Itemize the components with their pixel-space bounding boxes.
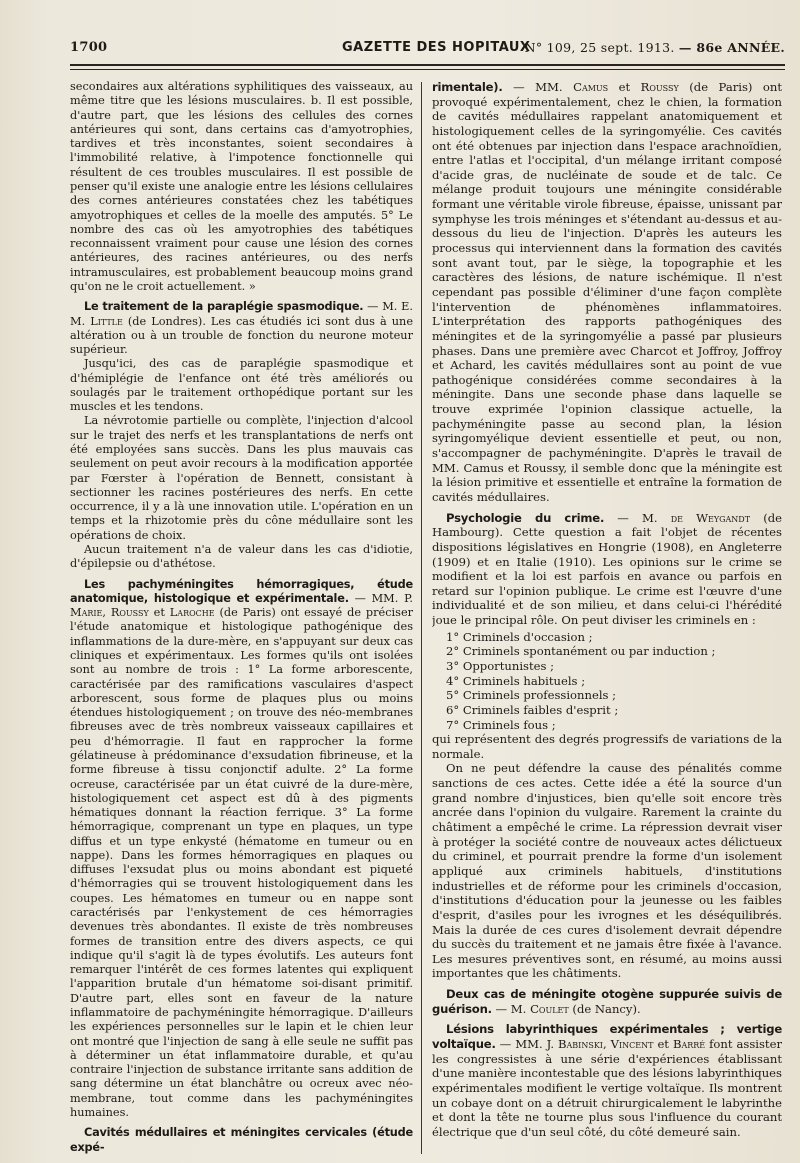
right-column: [432, 80, 782, 1158]
section-paraplegie: Le traitement de la paraplégie spasmodique. — M. E. M. Little (de Londres). Les cas étudiés ici sont dus à une altération ou à un trouble de fonction du neurone moteur supérieur.: [70, 300, 413, 357]
list-item: 4° Criminels habituels ;: [446, 673, 586, 688]
paragraph: Jusqu'ici, des cas de paraplégie spasmodique et d'hémiplégie de l'enfance ont été très améliorés ou soulagés par le traitement orthopédique portant sur les muscles et les tendons.: [70, 357, 413, 414]
author-name: Vincent: [610, 1037, 654, 1051]
paragraph: On ne peut défendre la cause des pénalités comme sanctions de ces actes. Cette idée a été la source d'un grand nombre d'injustices, bien qu'elle soit encore très ancrée dans l'opinion du vulgaire. Rarement la crainte du châtiment a empêché le crime. La répression devrait viser à protéger la société contre de nouveaux actes délictueux du criminel, et pourrait prendre la forme d'un isolement appliqué aux criminels habituels, d'institutions industrielles et de réforme pour les criminels d'occasion, d'institutions d'éducation pour la jeunesse ou les faibles d'esprit, d'asiles pour les ivrognes et les déséquilibrés. Mais la durée de ces cures d'isolement devrait dépendre du succès du traitement et ne jamais être fixée à l'avance. Les mesures préventives sont, en résumé, au moins aussi importantes que les châtiments.: [432, 761, 782, 981]
section-title: Psychologie du crime.: [446, 510, 605, 525]
section-title: Deux cas de méningite otogène suppurée suivis de guérison.: [432, 987, 782, 1016]
section-cavites-cont: rimentale). — MM. Camus et Roussy (de Paris) ont provoqué expérimentalement, chez le chien, la formation de cavités médullaires rappelant anatomiquement et histologiquement celles de la syringomyélie. Ces cavités ont été obtenues par injection dans l'espace arachnoïdien, entre l'atlas et l'occipital, d'un mélange irritant composé d'acide gras, de nucléinate de soude et de talc. Ce mélange produit toujours une méningite considérable formant une véritable virole fibreuse, épaisse, unissant par symphyse les trois méninges et s'étendant au-dessus et au-dessous du lieu de l'injection. D'après les auteurs les processus qui interviennent dans la formation des cavités sont avant tout, par le siège, la topographie et les caractères des lésions, de nature ischémique. Il n'est cependant pas possible d'éliminer d'une façon complète l'intervention de phénomènes inflammatoires. L'interprétation des rapports pathogéniques des méningites et de la syringomyélie a passé par plusieurs phases. Dans une première avec Charcot et Joffroy, Joffroy et Achard, les cavités médullaires sont au point de vue pathogénique considérées comme secondaires à la méningite. Dans une seconde phase dans laquelle se trouve exprimée l'opinion classique actuelle, la pachyméningite passe au second plan, la lésion syringomyélique devient essentielle et peut, ou non, s'accompagner de pachyméningite. D'après le travail de MM. Camus et Roussy, il semble donc que la méningite est la lésion primitive et essentielle et entraîne la formation de cavités médullaires.: [432, 80, 782, 504]
author-name: Little: [90, 314, 123, 328]
section-title: Le traitement de la paraplégie spasmodique.: [84, 300, 364, 314]
paragraph: qui représentent des degrés progressifs de variations de la normale.: [432, 732, 782, 761]
list-item: 1° Criminels d'occasion ;: [446, 629, 593, 644]
author-name: Roussy: [110, 606, 149, 620]
author-name: Coulet: [530, 1001, 569, 1016]
section-meningite-otogene: Deux cas de méningite otogène suppurée suivis de guérison. — M. Coulet (de Nancy).: [432, 987, 782, 1016]
section-title: Lésions labyrinthiques expérimentales ; vertige voltaïque.: [432, 1022, 782, 1051]
journal-title: GAZETTE DES HOPITAUX: [342, 40, 531, 55]
intro-paragraph: secondaires aux altérations syphilitiques des vaisseaux, au même titre que les lésions musculaires. b. Il est possible, d'autre part, que les lésions des cellules des cornes antérieures qui sont, dans certains cas d'amyotrophies, tardives et très inconstantes, soient secondaires à l'immobilité relative, à l'impotence fonctionnelle qui résultent de ces troubles musculaires. Il est possible de penser qu'il existe une analogie entre les lésions cellulaires des cornes antérieures constatées chez les tabétiques amyotrophiques et celles de la moelle des amputés. 5° Le nombre des cas où les amyotrophies des tabétiques reconnaissent vraiment pour cause une lésion des cornes antérieures, des racines antérieures, ou des nerfs intramusculaires, est probablement beaucoup moins grand qu'on ne le croit actuellement. »: [70, 80, 413, 293]
section-lesions-labyrinthiques: Lésions labyrinthiques expérimentales ; vertige voltaïque. — MM. J. Babinski, Vincent et Barré font assister les congressistes à une série d'expériences établissant d'une manière incontestable que des lésions labyrinthiques expérimentales modifient le vertige voltaïque. Ils montrent un cobaye dont on a détruit chirurgicalement le labyrinthe et dont la tête ne tourne plus sous l'influence du courant électrique que d'un seul côté, du côté demeuré sain.: [432, 1022, 782, 1139]
paragraph: Aucun traitement n'a de valeur dans les cas d'idiotie, d'épilepsie ou d'athétose.: [70, 543, 413, 571]
section-psychologie-crime: Psychologie du crime. — M. de Weygandt (de Hambourg). Cette question a fait l'objet de récentes dispositions législatives en Hongrie (1908), en Angleterre (1909) et en Italie (1910). Les opinions sur le crime se modifient et la loi est parfois en avance ou parfois en retard sur l'opinion publique. Le crime est l'œuvre d'une individualité et de son milieu, et dans celui-ci l'hérédité joue le principal rôle. On peut diviser les criminels en :: [432, 510, 782, 628]
section-pachymeningites: Les pachyméningites hémorragiques, étude anatomique, histologique et expérimentale. — MM. P. Marie, Roussy et Laroche (de Paris) ont essayé de préciser l'étude anatomique et histologique pathogénique des inflammations de la dure-mère, en s'appuyant sur deux cas cliniques et expérimentaux. Les formes qu'ils ont isolées sont au nombre de trois : 1° La forme arborescente, caractérisée par des ramifications vasculaires d'aspect arborescent, sous forme de plaques plus ou moins étendues histologiquement ; on trouve des néo-membranes fibreuses avec de très nombreux vaisseaux capillaires et peu d'hémorragie. Il faut en rapprocher la forme gélatineuse à prédominance d'exsudation fibrineuse, et la forme fibreuse à tissu conjonctif adulte. 2° La forme ocreuse, caractérisée par un état cuivré de la dure-mère, histologiquement cet aspect est dû à des pigments hématiques donnant la réaction ferrique. 3° La forme hémorragique, comprenant un type en plaques, un type diffus et un type enkysté (hématome en tumeur ou en nappe). Dans les formes hémorragiques en plaques ou diffuses l'exsudat plus ou moins abondant est piqueté d'hémorragies qui se trouvent histologiquement dans les coupes. Les hématomes en tumeur ou en nappe sont caractérisés par l'enkystement de ces hémorragies devenues très abondantes. Il existe de très nombreuses formes de transition entre des divers aspects, ce qui indique qu'il s'agit là de types évolutifs. Les auteurs font remarquer l'intérêt de ces formes latentes qui expliquent l'apparition brutale d'un hématome soi-disant primitif. D'autre part, elles sont en faveur de la nature inflammatoire de pachyméningite hémorragique. D'ailleurs les expériences personnelles sur le lapin et le chien leur ont montré que l'injection de sang à elle seule ne suffit pas à déterminer un état inflammatoire durable, et qu'au contraire l'injection de substance irritante sans addition de sang détermine un état blanchâtre ou ocreux avec néo-membrane, tout comme dans les pachyméningites humaines.: [70, 577, 413, 1119]
section-title-cont: rimentale).: [432, 80, 503, 94]
issue-number: N° 109, 25 sept. 1913.: [524, 40, 675, 55]
criminal-types-list: [432, 630, 782, 732]
author-name: Camus: [573, 80, 609, 94]
author-name: Laroche: [169, 606, 215, 620]
volume-year: — 86e ANNÉE.: [678, 40, 785, 55]
header-rule-thick: [70, 64, 785, 66]
author-name: Barré: [672, 1037, 706, 1051]
column-divider: [421, 82, 422, 1154]
author-name: de Weygandt: [670, 510, 751, 525]
author-name: Roussy: [640, 80, 679, 94]
section-title: Cavités médullaires et méningites cervicales (étude expé-: [70, 1126, 413, 1154]
paragraph: La névrotomie partielle ou complète, l'injection d'alcool sur le trajet des nerfs et les transplantations de nerfs ont été employées sans succès. Dans les plus mauvais cas seulement on peut avoir recours à la modification apportée par Fœrster à l'opération de Bennett, consistant à sectionner les racines postérieures des nerfs. En cette occurrence, il y a là une innovation utile. L'opération en un temps et la rhizotomie près du cône médullaire sont les opérations de choix.: [70, 414, 413, 542]
list-item: 2° Criminels spontanément ou par induction ;: [446, 644, 716, 659]
issue-info: [525, 40, 785, 55]
page-header: [70, 40, 785, 62]
list-item: 3° Opportunistes ;: [446, 658, 555, 673]
list-item: 7° Criminels fous ;: [446, 717, 556, 732]
list-item: 6° Criminels faibles d'esprit ;: [446, 702, 619, 717]
section-title: Les pachyméningites hémorragiques, étude anatomique, histologique et expérimentale.: [70, 577, 413, 605]
author-name: Babinski: [558, 1037, 603, 1051]
page-number: 1700: [70, 40, 108, 55]
list-item: 5° Criminels professionnels ;: [446, 688, 617, 703]
header-rule-thin: [70, 69, 785, 70]
left-column: [70, 80, 413, 1158]
section-cavites-start: [70, 1126, 413, 1155]
author-name: Marie: [70, 606, 103, 620]
